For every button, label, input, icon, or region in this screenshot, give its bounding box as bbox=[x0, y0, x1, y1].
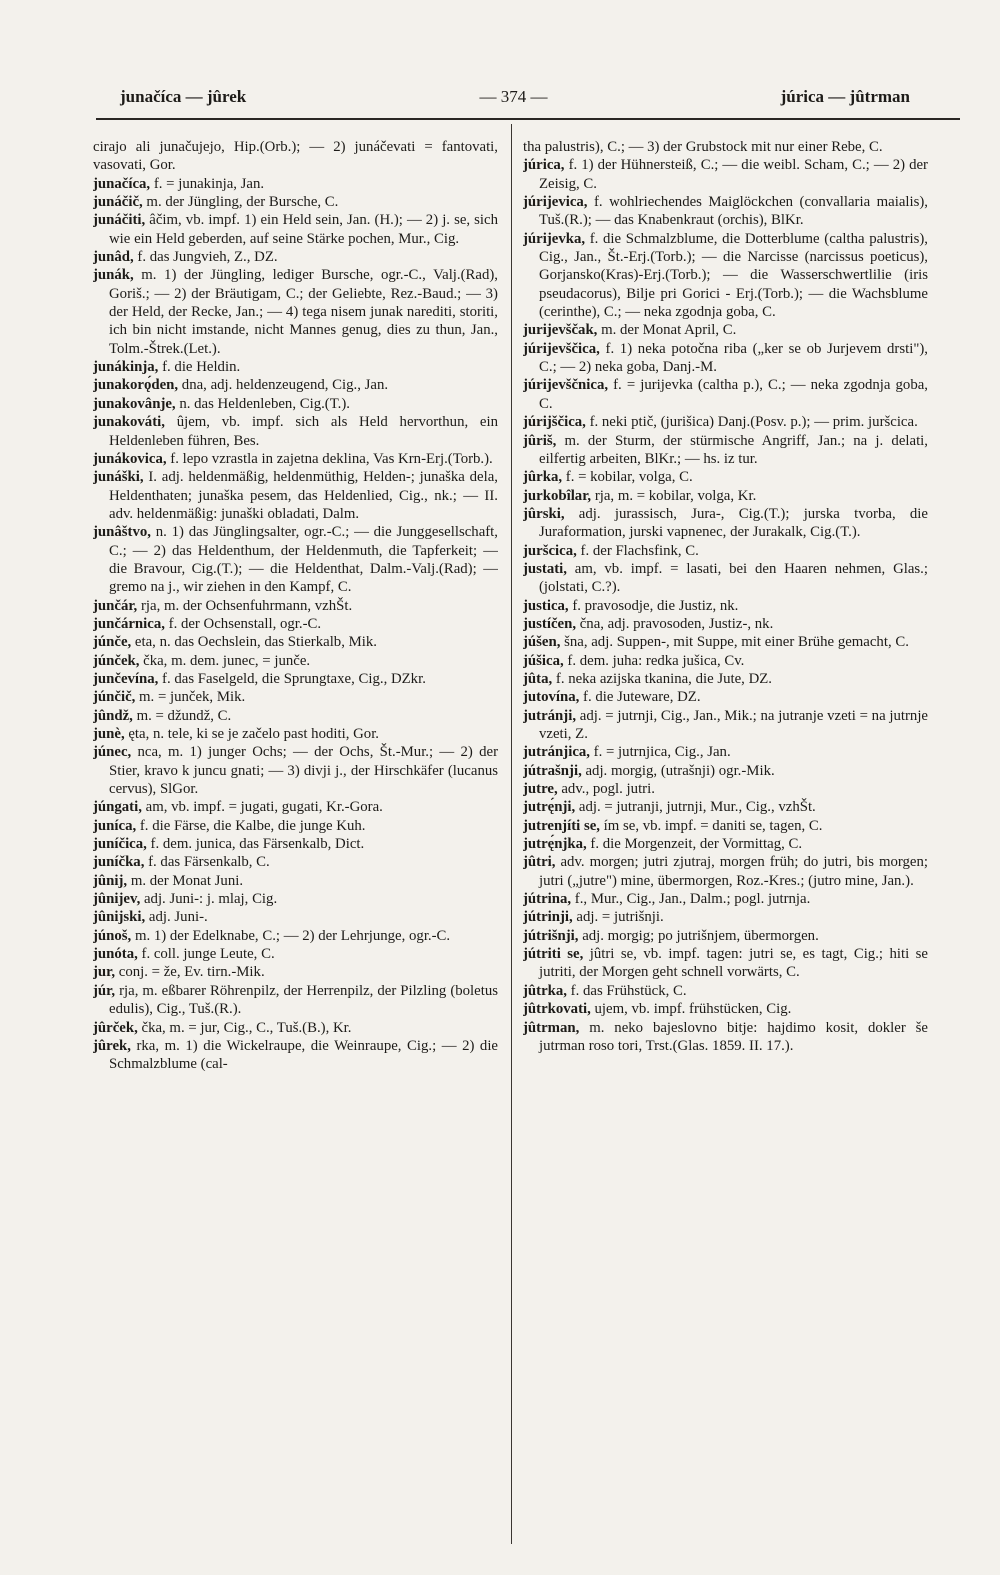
entry-definition: m. neko bajeslovno bitje: hajdimo kosit, dokler še jutrman roso tori, Trst.(Glas. 1859. II. 17.). bbox=[539, 1019, 928, 1054]
entry-definition: adj. morgig, (utrašnji) ogr.-Mik. bbox=[581, 762, 775, 779]
entry-headword: justíčen, bbox=[523, 615, 577, 632]
entry-headword: justati, bbox=[523, 560, 567, 577]
running-header bbox=[120, 80, 910, 114]
entry-headword: jur, bbox=[93, 964, 116, 981]
entry-headword: junè, bbox=[93, 726, 125, 742]
dictionary-entry bbox=[93, 835, 498, 853]
dictionary-entry bbox=[93, 597, 498, 615]
entry-definition: adj. = jutrišnji. bbox=[572, 909, 664, 926]
entry-definition: f. die Morgenzeit, der Vormittag, C. bbox=[586, 836, 803, 853]
dictionary-entry bbox=[523, 321, 928, 339]
dictionary-entry bbox=[523, 835, 928, 853]
right-column bbox=[523, 138, 928, 1548]
entry-definition: dna, adj. heldenzeugend, Cig., Jan. bbox=[178, 377, 389, 394]
dictionary-entry bbox=[523, 432, 928, 469]
dictionary-entry bbox=[93, 523, 498, 596]
entry-headword: jûrek, bbox=[93, 1037, 131, 1054]
dictionary-entry bbox=[93, 266, 498, 358]
entry-headword: júšica, bbox=[523, 652, 564, 669]
entry-definition: rja, m. = kobilar, volga, Kr. bbox=[591, 487, 757, 504]
dictionary-entry bbox=[523, 817, 928, 835]
entry-headword: júnec, bbox=[93, 744, 132, 761]
entry-headword: juníca, bbox=[93, 817, 137, 834]
entry-definition: f. die Juteware, DZ. bbox=[579, 689, 701, 706]
dictionary-entry bbox=[93, 633, 498, 651]
entry-definition: conj. = že, Ev. tirn.-Mik. bbox=[115, 964, 265, 981]
dictionary-entry bbox=[93, 248, 498, 266]
entry-headword: junóta, bbox=[93, 946, 138, 963]
entry-headword: jûnij, bbox=[93, 872, 128, 889]
entry-headword: jutránji, bbox=[523, 707, 577, 724]
entry-definition: eta, n. das Oechslein, das Stierkalb, Mik. bbox=[131, 634, 377, 651]
entry-headword: jutrę́nji, bbox=[523, 799, 576, 816]
dictionary-entry bbox=[93, 395, 498, 413]
entry-definition: adj. morgig; po jutrišnjem, übermorgen. bbox=[578, 927, 819, 944]
entry-definition: m. der Jüngling, der Bursche, C. bbox=[142, 194, 339, 211]
entry-headword: juršcica, bbox=[523, 542, 577, 559]
entry-definition: m. 1) der Jüngling, lediger Bursche, ogr.-C., Valj.(Rad), Goriš.; — 2) der Bräutigam, C.; der Geliebte, Rez.-Baud.; — 3) der Held, der Recke, Jan.; — 4) tega nisem junak narediti, storiti, ich bin nicht imstande, nicht Mannes genug, dies zu thun, Jan., Tolm.-Štrek.(Let.). bbox=[109, 267, 498, 357]
dictionary-entry bbox=[523, 1000, 928, 1018]
entry-definition: m. = junček, Mik. bbox=[135, 689, 246, 706]
dictionary-entry bbox=[523, 230, 928, 322]
entry-headword: jûndž, bbox=[93, 707, 133, 724]
dictionary-entry bbox=[93, 615, 498, 633]
entry-headword: jútrinji, bbox=[523, 909, 573, 926]
entry-headword: junákovica, bbox=[93, 450, 167, 467]
entry-headword: jurijevščak, bbox=[523, 322, 598, 339]
entry-definition: f. das Färsenkalb, C. bbox=[144, 854, 270, 871]
entry-definition: I. adj. heldenmäßig, heldenmüthig, Helden-; junaška dela, Heldenthaten; junaška pesem, das Heldenlied, Cig., nk.; — II. adv. heldenmäßig: junaški obladati, Dalm. bbox=[109, 469, 498, 522]
dictionary-entry bbox=[93, 358, 498, 376]
entry-definition: čka, m. dem. junec, = junče. bbox=[139, 652, 311, 669]
header-right-guide: júrica — jûtrman bbox=[780, 87, 910, 106]
dictionary-entry bbox=[523, 413, 928, 431]
entry-definition: ím se, vb. impf. = daniti se, tagen, C. bbox=[599, 817, 823, 834]
dictionary-entry bbox=[93, 450, 498, 468]
dictionary-entry bbox=[93, 138, 498, 175]
entry-headword: jutovína, bbox=[523, 689, 580, 706]
entry-definition: f. coll. junge Leute, C. bbox=[137, 946, 275, 963]
entry-definition: f. = jurijevka (caltha p.), C.; — neka zgodnja goba, C. bbox=[539, 377, 928, 412]
dictionary-entry bbox=[523, 193, 928, 230]
dictionary-entry bbox=[93, 743, 498, 798]
entry-definition: f. dem. junica, das Färsenkalb, Dict. bbox=[146, 836, 365, 853]
dictionary-entry bbox=[523, 156, 928, 193]
dictionary-entry bbox=[523, 707, 928, 744]
entry-headword: júr, bbox=[93, 982, 116, 999]
entry-definition: adj. = jutrnji, Cig., Jan., Mik.; na jutranje vzeti = na jutrnje vzeti, Z. bbox=[539, 707, 928, 742]
entry-headword: júnče, bbox=[93, 634, 132, 651]
dictionary-entry bbox=[93, 872, 498, 890]
dictionary-entry bbox=[523, 798, 928, 816]
entry-definition: f. das Jungvieh, Z., DZ. bbox=[133, 249, 278, 266]
header-rule bbox=[96, 118, 960, 120]
entry-headword: jútrašnji, bbox=[523, 762, 582, 779]
dictionary-entry bbox=[93, 945, 498, 963]
entry-headword: jûriš, bbox=[523, 432, 557, 449]
entry-definition: am, vb. impf. = jugati, gugati, Kr.-Gora. bbox=[141, 799, 383, 816]
page-number: — 374 — bbox=[479, 87, 548, 106]
left-column bbox=[93, 138, 498, 1548]
dictionary-entry bbox=[523, 945, 928, 982]
dictionary-entry bbox=[93, 798, 498, 816]
entry-headword: jûrka, bbox=[523, 469, 563, 486]
dictionary-entry bbox=[93, 413, 498, 450]
dictionary-entry bbox=[93, 908, 498, 926]
entry-definition: f. = kobilar, volga, C. bbox=[562, 469, 693, 486]
entry-definition: f. die Färse, die Kalbe, die junge Kuh. bbox=[136, 817, 366, 834]
entry-headword: júrijščica, bbox=[523, 414, 586, 431]
entry-definition: adv. morgen; jutri zjutraj, morgen früh; do jutri, bis morgen; jutri („jutre") mine, übermorgen, Roz.-Kres.; (jutro mine, Jan.). bbox=[539, 854, 928, 889]
dictionary-entry bbox=[93, 376, 498, 394]
entry-headword: jutránjica, bbox=[523, 744, 590, 761]
entry-definition: n. 1) das Jünglingsalter, ogr.-C.; — die Junggesellschaft, C.; — 2) das Heldenthum, der Heldenmuth, die Tapferkeit; — die Bravour, Cig.(T.); — die Heldenthat, Dalm.-Valj.(Rad); — gremo na j., wir ziehen in den Kampf, C. bbox=[109, 524, 498, 596]
entry-headword: júnoš, bbox=[93, 927, 132, 944]
entry-definition: f. die Heldin. bbox=[158, 359, 241, 376]
entry-headword: justica, bbox=[523, 597, 569, 614]
dictionary-entry bbox=[93, 193, 498, 211]
dictionary-entry bbox=[93, 1019, 498, 1037]
entry-headword: junâd, bbox=[93, 249, 134, 266]
entry-headword: jûrski, bbox=[523, 505, 565, 522]
entry-definition: rja, m. eßbarer Röhrenpilz, der Herrenpilz, der Pilzling (boletus edulis), Cig., Tuš.(R.). bbox=[109, 982, 498, 1018]
entry-definition: f. das Faselgeld, die Sprungtaxe, Cig., DZkr. bbox=[158, 670, 426, 687]
entry-definition: nca, m. 1) junger Ochs; — der Ochs, Št.-Mur.; — 2) der Stier, kravo k juncu gnati; — 3) divji j., der Hirschkäfer (lucanus cervus), SlGor. bbox=[109, 744, 498, 798]
dictionary-entry bbox=[93, 817, 498, 835]
entry-headword: junčár, bbox=[93, 597, 138, 614]
entry-headword: junáčiti, bbox=[93, 212, 146, 229]
dictionary-entry bbox=[523, 487, 928, 505]
dictionary-entry bbox=[523, 670, 928, 688]
dictionary-entry bbox=[93, 707, 498, 725]
entry-headword: juníčica, bbox=[93, 836, 147, 853]
entry-headword: junáčič, bbox=[93, 194, 143, 211]
entry-headword: júšen, bbox=[523, 634, 561, 651]
entry-headword: junačíca, bbox=[93, 175, 151, 192]
dictionary-entry bbox=[93, 1037, 498, 1074]
dictionary-entry bbox=[523, 542, 928, 560]
dictionary-entry bbox=[523, 927, 928, 945]
header-left-guide: junačíca — jûrek bbox=[120, 87, 247, 106]
entry-definition: ujem, vb. impf. frühstücken, Cig. bbox=[590, 1001, 792, 1018]
entry-headword: junákinja, bbox=[93, 359, 159, 376]
entry-headword: jûtrman, bbox=[523, 1019, 580, 1036]
dictionary-entry bbox=[523, 908, 928, 926]
entry-headword: júrica, bbox=[523, 157, 565, 174]
entry-definition: f. neki ptič, (jurišica) Danj.(Posv. p.); — prim. juršcica. bbox=[585, 414, 918, 431]
entry-definition: m. der Monat April, C. bbox=[597, 322, 737, 339]
entry-definition: ęta, n. tele, ki se je začelo past hoditi, Gor. bbox=[124, 726, 379, 742]
entry-definition: f. die Schmalzblume, die Dotterblume (caltha palustris), Cig., Jan., Št.-Erj.(Torb.); — die Narcisse (narcissus poeticus), Gorjansko(Kras)-Erj.(Torb.); — die Wasserschwertlilie (iris pseudacorus), Bilje pri Gorici - Erj.(Torb.); — die Wachsblume (cerinthe), C.; — neka zgodnja goba, C. bbox=[539, 230, 928, 321]
dictionary-entry bbox=[523, 468, 928, 486]
entry-headword: júnček, bbox=[93, 652, 140, 669]
dictionary-entry bbox=[93, 688, 498, 706]
entry-definition: f. = jutrnjica, Cig., Jan. bbox=[589, 744, 731, 761]
entry-definition: f. der Ochsenstall, ogr.-C. bbox=[164, 615, 322, 632]
entry-definition: adv., pogl. jutri. bbox=[557, 781, 655, 798]
entry-headword: junčevína, bbox=[93, 670, 159, 687]
dictionary-entry bbox=[523, 560, 928, 597]
entry-headword: jûnijev, bbox=[93, 891, 141, 908]
entry-definition: am, vb. impf. = lasati, bei den Haaren nehmen, Glas.; (jolstati, C.?). bbox=[539, 560, 928, 596]
dictionary-entry bbox=[523, 743, 928, 761]
entry-definition: m. = džundž, C. bbox=[132, 707, 232, 724]
entry-definition: f. pravosodje, die Justiz, nk. bbox=[568, 597, 739, 614]
entry-definition: f., Mur., Cig., Jan., Dalm.; pogl. jutrnja. bbox=[571, 891, 811, 908]
entry-definition: f. neka azijska tkanina, die Jute, DZ. bbox=[552, 670, 773, 687]
entry-definition: čna, adj. pravosoden, Justiz-, nk. bbox=[576, 615, 774, 632]
entry-headword: jûta, bbox=[523, 670, 553, 687]
entry-headword: jûtrkovati, bbox=[523, 1001, 591, 1018]
entry-definition: f. der Flachsfink, C. bbox=[576, 542, 699, 559]
entry-definition: f. 1) neka potočna riba („ker se ob Jurjevem drsti"), C.; — 2) neka goba, Danj.-M. bbox=[539, 340, 928, 376]
entry-headword: jutre, bbox=[523, 781, 558, 798]
entry-definition: âčim, vb. impf. 1) ein Held sein, Jan. (H.); — 2) j. se, sich wie ein Held geberden, auf seine Stärke pochen, Mur., Cig. bbox=[109, 212, 498, 247]
dictionary-entry bbox=[93, 468, 498, 523]
entry-headword: jûrček, bbox=[93, 1019, 138, 1036]
entry-headword: júngati, bbox=[93, 799, 142, 816]
dictionary-entry bbox=[93, 652, 498, 670]
entry-headword: junâštvo, bbox=[93, 524, 151, 541]
entry-definition: n. das Heldenleben, Cig.(T.). bbox=[175, 395, 351, 412]
entry-headword: jutrenjíti se, bbox=[523, 817, 600, 834]
dictionary-entry bbox=[523, 615, 928, 633]
entry-headword: júrijevščica, bbox=[523, 340, 600, 357]
dictionary-entry bbox=[93, 853, 498, 871]
entry-definition: adj. Juni-: j. mlaj, Cig. bbox=[140, 891, 278, 908]
dictionary-entry bbox=[523, 376, 928, 413]
dictionary-entry bbox=[523, 1019, 928, 1056]
entry-definition: f. lepo vzrastla in zajetna deklina, Vas Krn-Erj.(Torb.). bbox=[166, 450, 493, 467]
entry-definition: m. 1) der Edelknabe, C.; — 2) der Lehrjunge, ogr.-C. bbox=[131, 927, 451, 944]
entry-headword: júrijevščnica, bbox=[523, 377, 609, 394]
entry-headword: jútrišnji, bbox=[523, 927, 579, 944]
entry-definition: m. der Sturm, der stürmische Angriff, Jan.; na j. delati, eilfertig arbeiten, BlKr.; — hs. iz tur. bbox=[539, 432, 928, 467]
dictionary-entry bbox=[93, 211, 498, 248]
entry-headword: juníčka, bbox=[93, 854, 145, 871]
entry-headword: junáški, bbox=[93, 469, 144, 486]
dictionary-entry bbox=[523, 688, 928, 706]
dictionary-entry bbox=[523, 505, 928, 542]
entry-definition: adj. Juni-. bbox=[145, 909, 208, 926]
entry-definition: f. = junakinja, Jan. bbox=[150, 175, 265, 192]
entry-headword: jûtri, bbox=[523, 854, 556, 871]
entry-definition: čka, m. = jur, Cig., C., Tuš.(B.), Kr. bbox=[137, 1019, 352, 1036]
entry-headword: jutrę́njka, bbox=[523, 836, 587, 853]
entry-definition: rja, m. der Ochsenfuhrmann, vzhŠt. bbox=[137, 597, 353, 614]
entry-definition: tha palustris), C.; — 3) der Grubstock mit nur einer Rebe, C. bbox=[523, 139, 883, 155]
entry-headword: júrijevica, bbox=[523, 194, 588, 211]
entry-definition: adj. = jutranji, jutrnji, Mur., Cig., vzhŠt. bbox=[575, 799, 816, 816]
entry-definition: f. das Frühstück, C. bbox=[566, 982, 687, 999]
entry-definition: m. der Monat Juni. bbox=[127, 872, 244, 889]
entry-headword: jútrina, bbox=[523, 891, 572, 908]
entry-definition: adj. jurassisch, Jura-, Cig.(T.); jurska tvorba, die Juraformation, jurski vapnenec, der Jurakalk, Cig.(T.). bbox=[539, 505, 928, 541]
dictionary-entry bbox=[523, 890, 928, 908]
entry-headword: junakorǫ́den, bbox=[93, 377, 179, 394]
dictionary-entry bbox=[93, 670, 498, 688]
dictionary-entry bbox=[523, 853, 928, 890]
dictionary-entry bbox=[523, 652, 928, 670]
entry-definition: šna, adj. Suppen-, mit Suppe, mit einer Brühe gemacht, C. bbox=[560, 634, 909, 651]
entry-headword: junák, bbox=[93, 267, 134, 284]
dictionary-entry bbox=[523, 762, 928, 780]
entry-definition: f. wohlriechendes Maiglöckchen (convallaria maialis), Tuš.(R.); — das Knabenkraut (orchis), BlKr. bbox=[539, 194, 928, 229]
entry-headword: jûtrka, bbox=[523, 982, 567, 999]
entry-definition: f. 1) der Hühnersteiß, C.; — die weibl. Scham, C.; — 2) der Zeisig, C. bbox=[539, 157, 928, 192]
entry-definition: jûtri se, vb. impf. tagen: jutri se, es tagt, Cig.; hiti se jutriti, der Morgen geht schnell vorwärts, C. bbox=[539, 946, 928, 981]
entry-headword: jútriti se, bbox=[523, 946, 584, 963]
entry-headword: júrijevka, bbox=[523, 230, 586, 247]
dictionary-entry bbox=[523, 597, 928, 615]
dictionary-entry bbox=[523, 138, 928, 156]
entry-definition: ûjem, vb. impf. sich als Held hervorthun, ein Heldenleben führen, Bes. bbox=[109, 414, 498, 449]
dictionary-entry bbox=[523, 633, 928, 651]
dictionary-entry bbox=[93, 175, 498, 193]
column-divider bbox=[511, 124, 512, 1544]
dictionary-entry bbox=[523, 982, 928, 1000]
entry-definition: rka, m. 1) die Wickelraupe, die Weinraupe, Cig.; — 2) die Schmalzblume (cal- bbox=[109, 1037, 498, 1073]
entry-headword: jûnijski, bbox=[93, 909, 146, 926]
entry-headword: junakováti, bbox=[93, 414, 165, 431]
dictionary-entry bbox=[93, 963, 498, 981]
entry-headword: junčárnica, bbox=[93, 615, 165, 632]
entry-headword: jurkobîlar, bbox=[523, 487, 592, 504]
dictionary-entry bbox=[523, 780, 928, 798]
dictionary-entry bbox=[93, 982, 498, 1019]
entry-definition: f. dem. juha: redka jušica, Cv. bbox=[563, 652, 745, 669]
entry-definition: cirajo ali junačujejo, Hip.(Orb.); — 2) junáčevati = fantovati, vasovati, Gor. bbox=[93, 139, 498, 174]
entry-headword: júnčič, bbox=[93, 689, 136, 706]
dictionary-entry bbox=[93, 890, 498, 908]
dictionary-entry bbox=[523, 340, 928, 377]
dictionary-entry bbox=[93, 725, 498, 743]
dictionary-entry bbox=[93, 927, 498, 945]
entry-headword: junakovânje, bbox=[93, 395, 176, 412]
